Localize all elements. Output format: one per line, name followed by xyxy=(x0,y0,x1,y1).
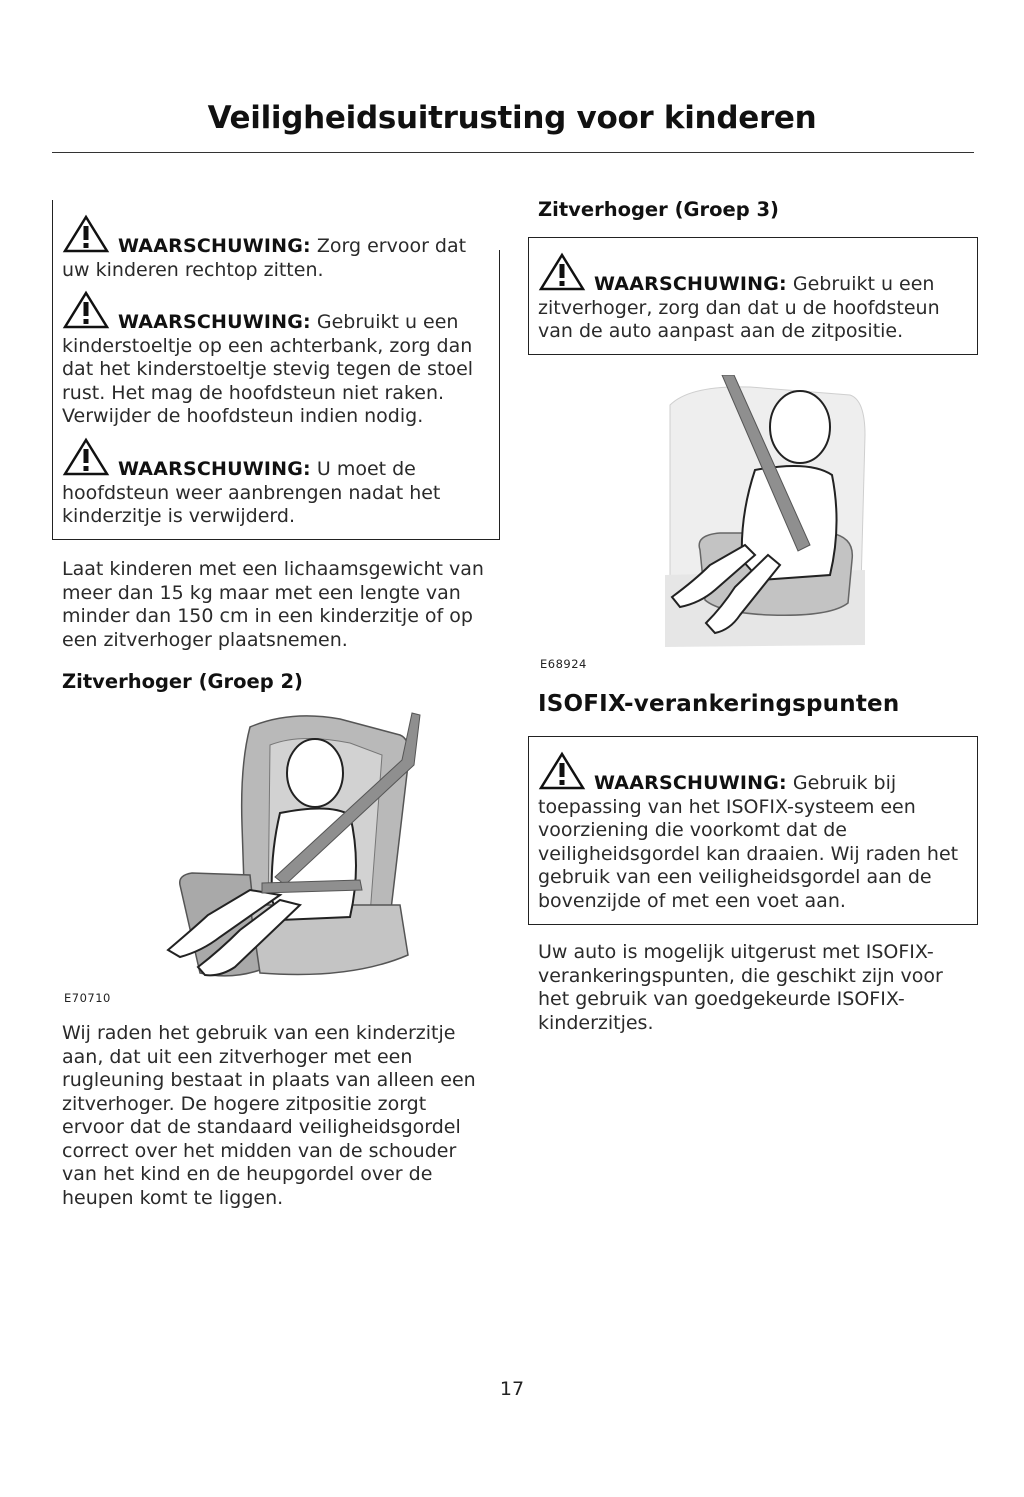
group2-heading: Zitverhoger (Groep 2) xyxy=(62,670,303,693)
warning-text: Zorg ervoor dat uw kinderen rechtop zitten. xyxy=(62,235,467,281)
page-title: Veiligheidsuitrusting voor kinderen xyxy=(207,100,817,136)
warning-4 xyxy=(538,252,970,344)
warning-5 xyxy=(538,751,970,913)
warning-2 xyxy=(62,290,494,429)
warning-label: WAARSCHUWING: xyxy=(118,235,311,257)
warning-triangle-icon xyxy=(538,252,586,292)
warning-text: U moet de hoofdsteun weer aanbrengen nadat het kinderzitje is verwijderd. xyxy=(62,458,441,527)
image-code: E68924 xyxy=(540,657,587,671)
warning-label: WAARSCHUWING: xyxy=(118,458,311,480)
image-code: E70710 xyxy=(64,991,111,1005)
warning-1 xyxy=(62,214,494,282)
warning-text: Gebruik bij toepassing van het ISOFIX-systeem een voorziening die voorkomt dat de veiligheidsgordel kan draaien. Wij raden het gebruik van een veiligheidsgordel aan de bovenzijde of met een voet aan. xyxy=(538,772,959,912)
warning-label: WAARSCHUWING: xyxy=(594,772,787,794)
booster-seat-backrest-illustration xyxy=(150,705,430,995)
isofix-heading: ISOFIX-verankeringspunten xyxy=(538,691,900,717)
group3-heading: Zitverhoger (Groep 3) xyxy=(538,198,779,221)
warning-3 xyxy=(62,437,494,529)
warning-label: WAARSCHUWING: xyxy=(118,311,311,333)
warning-label: WAARSCHUWING: xyxy=(594,273,787,295)
warning-triangle-icon xyxy=(538,751,586,791)
page-number: 17 xyxy=(499,1378,525,1400)
warning-triangle-icon xyxy=(62,437,110,477)
booster-seat-illustration xyxy=(660,375,870,650)
title-divider xyxy=(52,152,974,153)
warning-triangle-icon xyxy=(62,290,110,330)
warning-text: Gebruikt u een zitverhoger, zorg dan dat u de hoofdsteun van de auto aanpast aan de zitpositie. xyxy=(538,273,940,342)
isofix-paragraph: Uw auto is mogelijk uitgerust met ISOFIX-verankeringspunten, die geschikt zijn voor het gebruik van goedgekeurde ISOFIX-kinderzitjes. xyxy=(538,941,943,1034)
group2-paragraph: Wij raden het gebruik van een kinderzitje aan, dat uit een zitverhoger met een rugleuning bestaat in plaats van alleen een zitverhoger. De hogere zitpositie zorgt ervoor dat de standaard veiligheidsgordel correct over het midden van de schouder van het kind en de heupgordel over de heupen komt te liggen. xyxy=(62,1022,476,1209)
warning-triangle-icon xyxy=(62,214,110,254)
warning-text: Gebruikt u een kinderstoeltje op een achterbank, zorg dan dat het kinderstoeltje stevig tegen de stoel rust. Het mag de hoofdsteun niet raken. Verwijder de hoofdsteun indien nodig. xyxy=(62,311,474,427)
intro-paragraph: Laat kinderen met een lichaamsgewicht van meer dan 15 kg maar met een lengte van minder dan 150 cm in een kinderzitje of op een zitverhoger plaatsnemen. xyxy=(62,558,484,651)
